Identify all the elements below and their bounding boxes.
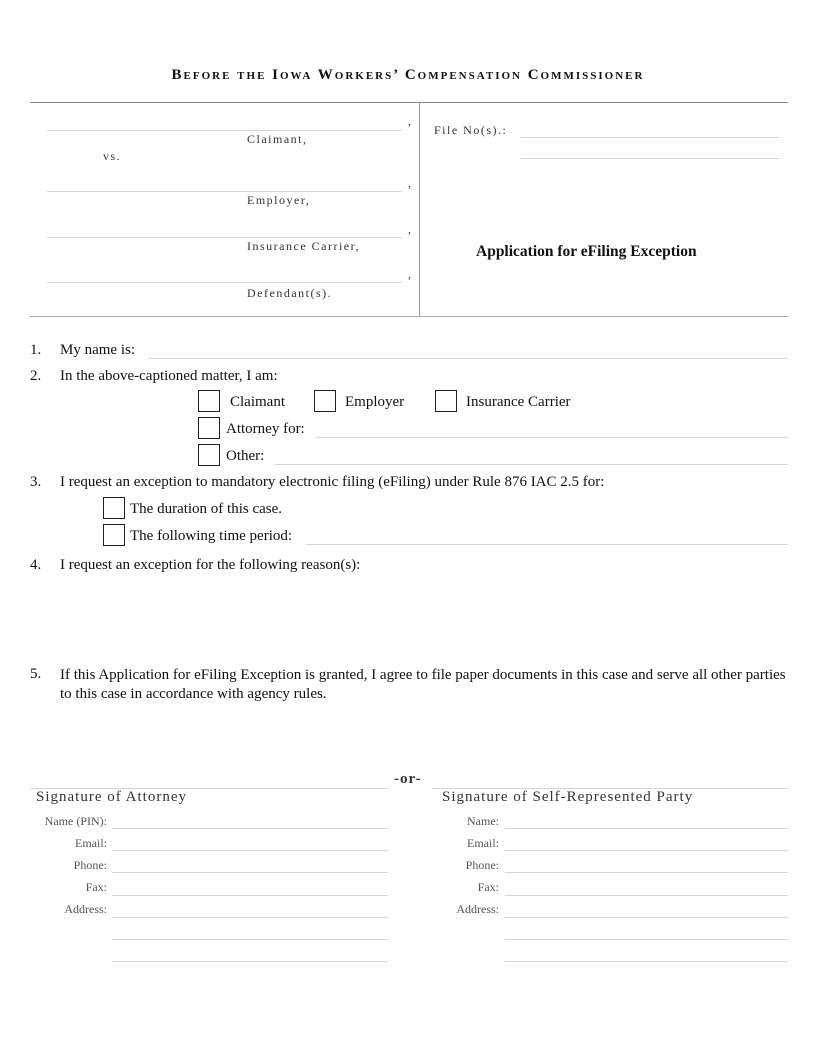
- claimant-checkbox[interactable]: [198, 390, 220, 412]
- self-address-label: Address:: [456, 902, 499, 916]
- insurance-carrier-checkbox-label: Insurance Carrier: [466, 394, 571, 410]
- claimant-checkbox-label: Claimant: [230, 394, 285, 410]
- self-phone-field[interactable]: [505, 872, 788, 873]
- time-period-field[interactable]: [306, 544, 788, 545]
- self-fax-label: Fax:: [477, 880, 499, 894]
- claimant-label: Claimant,: [247, 132, 308, 146]
- insurance-carrier-checkbox[interactable]: [435, 390, 457, 412]
- comma: ,: [408, 267, 411, 281]
- item-number: 1.: [30, 342, 42, 358]
- attorney-for-field[interactable]: [316, 437, 788, 438]
- employer-name-field[interactable]: [47, 191, 402, 192]
- item-4-text: I request an exception for the following reason(s):: [60, 557, 361, 573]
- attorney-phone-label: Phone:: [73, 858, 107, 872]
- self-address-field-3[interactable]: [505, 961, 788, 962]
- or-separator: -or-: [394, 771, 422, 787]
- time-period-label: The following time period:: [130, 528, 293, 544]
- caption-divider: [419, 102, 420, 316]
- item-number: 3.: [30, 474, 42, 490]
- file-no-label: File No(s).:: [434, 123, 508, 137]
- employer-checkbox[interactable]: [314, 390, 336, 412]
- attorney-fax-label: Fax:: [85, 880, 107, 894]
- self-signature-heading: Signature of Self-Represented Party: [442, 789, 694, 805]
- other-field[interactable]: [275, 464, 788, 465]
- item-number: 2.: [30, 368, 42, 384]
- caption-bottom-rule: [30, 316, 788, 317]
- employer-label: Employer,: [247, 193, 311, 207]
- item-5-text: If this Application for eFiling Exception is granted, I agree to file paper documents in this case and serve all other parties to this case in accordance with agency rules.: [60, 667, 786, 702]
- attorney-for-label: Attorney for:: [226, 421, 305, 437]
- attorney-address-label: Address:: [64, 902, 107, 916]
- item-1-text: My name is:: [60, 342, 135, 358]
- my-name-field[interactable]: [148, 358, 788, 359]
- self-address-field[interactable]: [505, 917, 788, 918]
- insurance-name-field[interactable]: [47, 237, 402, 238]
- defendant-name-field[interactable]: [47, 282, 402, 283]
- page-title: Before the Iowa Workers’ Compensation Commissioner: [171, 67, 645, 83]
- attorney-phone-field[interactable]: [112, 872, 388, 873]
- item-2-text: In the above-captioned matter, I am:: [60, 368, 278, 384]
- insurance-carrier-label: Insurance Carrier,: [247, 239, 361, 253]
- file-no-field-2[interactable]: [521, 158, 779, 159]
- item-number: 4.: [30, 557, 42, 573]
- attorney-email-label: Email:: [75, 836, 107, 850]
- self-address-field-2[interactable]: [505, 939, 788, 940]
- duration-label: The duration of this case.: [130, 501, 283, 517]
- attorney-name-label: Name (PIN):: [44, 814, 107, 828]
- self-phone-label: Phone:: [465, 858, 499, 872]
- attorney-address-field-3[interactable]: [112, 961, 388, 962]
- comma: ,: [408, 222, 411, 236]
- attorney-address-field[interactable]: [112, 917, 388, 918]
- file-no-field[interactable]: [521, 137, 779, 138]
- attorney-address-field-2[interactable]: [112, 939, 388, 940]
- attorney-fax-field[interactable]: [112, 895, 388, 896]
- self-email-label: Email:: [467, 836, 499, 850]
- attorney-name-field[interactable]: [112, 828, 388, 829]
- item-3-text: I request an exception to mandatory electronic filing (eFiling) under Rule 876 IAC 2.5 for:: [60, 474, 605, 490]
- item-number: 5.: [30, 666, 42, 682]
- self-name-label: Name:: [467, 814, 499, 828]
- vs-label: vs.: [103, 149, 122, 163]
- document-title: Application for eFiling Exception: [476, 243, 697, 260]
- time-period-checkbox[interactable]: [103, 524, 125, 546]
- attorney-email-field[interactable]: [112, 850, 388, 851]
- other-checkbox[interactable]: [198, 444, 220, 466]
- caption-top-rule: [30, 102, 788, 103]
- defendants-label: Defendant(s).: [247, 286, 333, 300]
- comma: ,: [408, 114, 411, 128]
- self-fax-field[interactable]: [505, 895, 788, 896]
- other-label: Other:: [226, 448, 265, 464]
- duration-checkbox[interactable]: [103, 497, 125, 519]
- comma: ,: [408, 176, 411, 190]
- self-name-field[interactable]: [505, 828, 788, 829]
- self-email-field[interactable]: [505, 850, 788, 851]
- claimant-name-field[interactable]: [47, 130, 402, 131]
- attorney-for-checkbox[interactable]: [198, 417, 220, 439]
- attorney-signature-heading: Signature of Attorney: [36, 789, 187, 805]
- employer-checkbox-label: Employer: [345, 394, 405, 410]
